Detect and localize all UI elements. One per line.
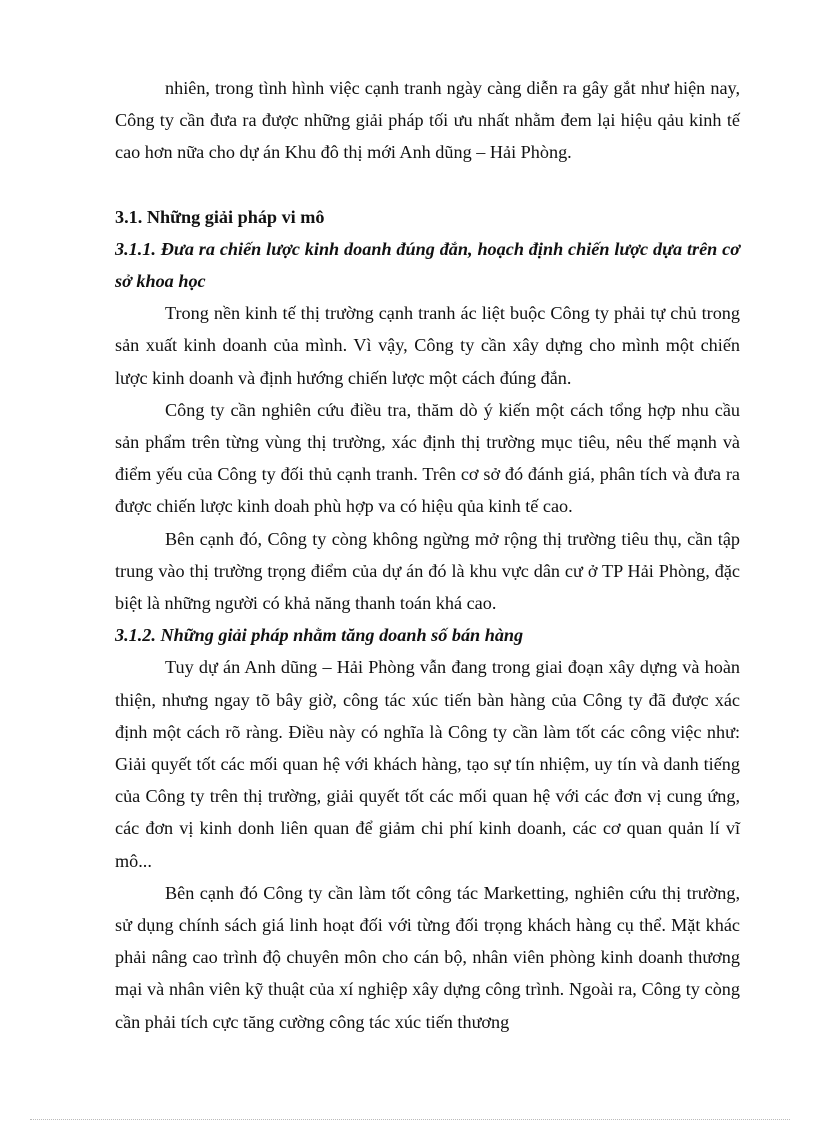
- page-body: [115, 72, 740, 1038]
- paragraph-marketing: Bên cạnh đó Công ty cần làm tốt công tác Marketting, nghiên cứu thị trường, sử dụng chính sách giá linh hoạt đối với từng đối trọng khách hàng cụ thể. Mặt khác phải nâng cao trình độ chuyên môn cho cán bộ, nhân viên phòng kinh doanh thương mại và nhân viên kỹ thuật của xí nghiệp xây dựng công trình. Ngoài ra, Công ty còng cần phải tích cực tăng cường công tác xúc tiến thương: [115, 882, 740, 1032]
- page-bottom-rule: [30, 1119, 790, 1120]
- paragraph-research: Công ty cần nghiên cứu điều tra, thăm dò ý kiến một cách tổng hợp nhu cầu sản phẩm trên từng vùng thị trường, xác định thị trường mục tiêu, nêu thế mạnh và điểm yếu của Công ty đối thủ cạnh tranh. Trên cơ sở đó đánh giá, phân tích và đưa ra được chiến lược kinh doah phù hợp va có hiệu qủa kinh tế cao.: [115, 399, 740, 517]
- heading-section-3-1: 3.1. Những giải pháp vi mô: [115, 206, 325, 227]
- paragraph-market-expansion: Bên cạnh đó, Công ty còng không ngừng mở rộng thị trường tiêu thụ, cần tập trung vào thị trường trọng điểm của dự án đó là khu vực dân cư ở TP Hải Phòng, đặc biệt là những người có khả năng thanh toán khá cao.: [115, 528, 740, 614]
- paragraph-intro: nhiên, trong tình hình việc cạnh tranh ngày càng diễn ra gây gắt như hiện nay, Công ty cần đưa ra được những giải pháp tối ưu nhất nhằm đem lại hiệu qảu kinh tế cao hơn nữa cho dự án Khu đô thị mới Anh dũng – Hải Phòng.: [115, 78, 740, 163]
- heading-section-3-1-1: 3.1.1. Đưa ra chiến lược kinh doanh đúng đắn, hoạch định chiến lược dựa trên cơ sở khoa học: [115, 238, 740, 292]
- paragraph-strategy: Trong nền kinh tế thị trường cạnh tranh ác liệt buộc Công ty phải tự chủ trong sản xuất kinh doanh của mình. Vì vậy, Công ty cần xây dựng cho mình một chiến lược kinh doanh và định hướng chiến lược một cách đúng đắn.: [115, 303, 740, 388]
- heading-section-3-1-2: 3.1.2. Những giải pháp nhằm tăng doanh số bán hàng: [115, 625, 524, 646]
- paragraph-sales-promotion: Tuy dự án Anh dũng – Hải Phòng vẫn đang trong giai đoạn xây dựng và hoàn thiện, nhưng ngay tõ bây giờ, công tác xúc tiến bàn hàng của Công ty đã được xác định một cách rõ ràng. Điều này có nghĩa là Công ty cần làm tốt các công việc như: Giải quyết tốt các mối quan hệ với khách hàng, tạo sự tín nhiệm, uy tín và danh tiếng của Công ty trên thị trường, giải quyết tốt các mối quan hệ với các đơn vị cung ứng, các đơn vị kinh donh liên quan để giảm chi phí kinh doanh, các cơ quan quản lí vĩ mô...: [115, 657, 740, 871]
- spacer: [115, 169, 740, 201]
